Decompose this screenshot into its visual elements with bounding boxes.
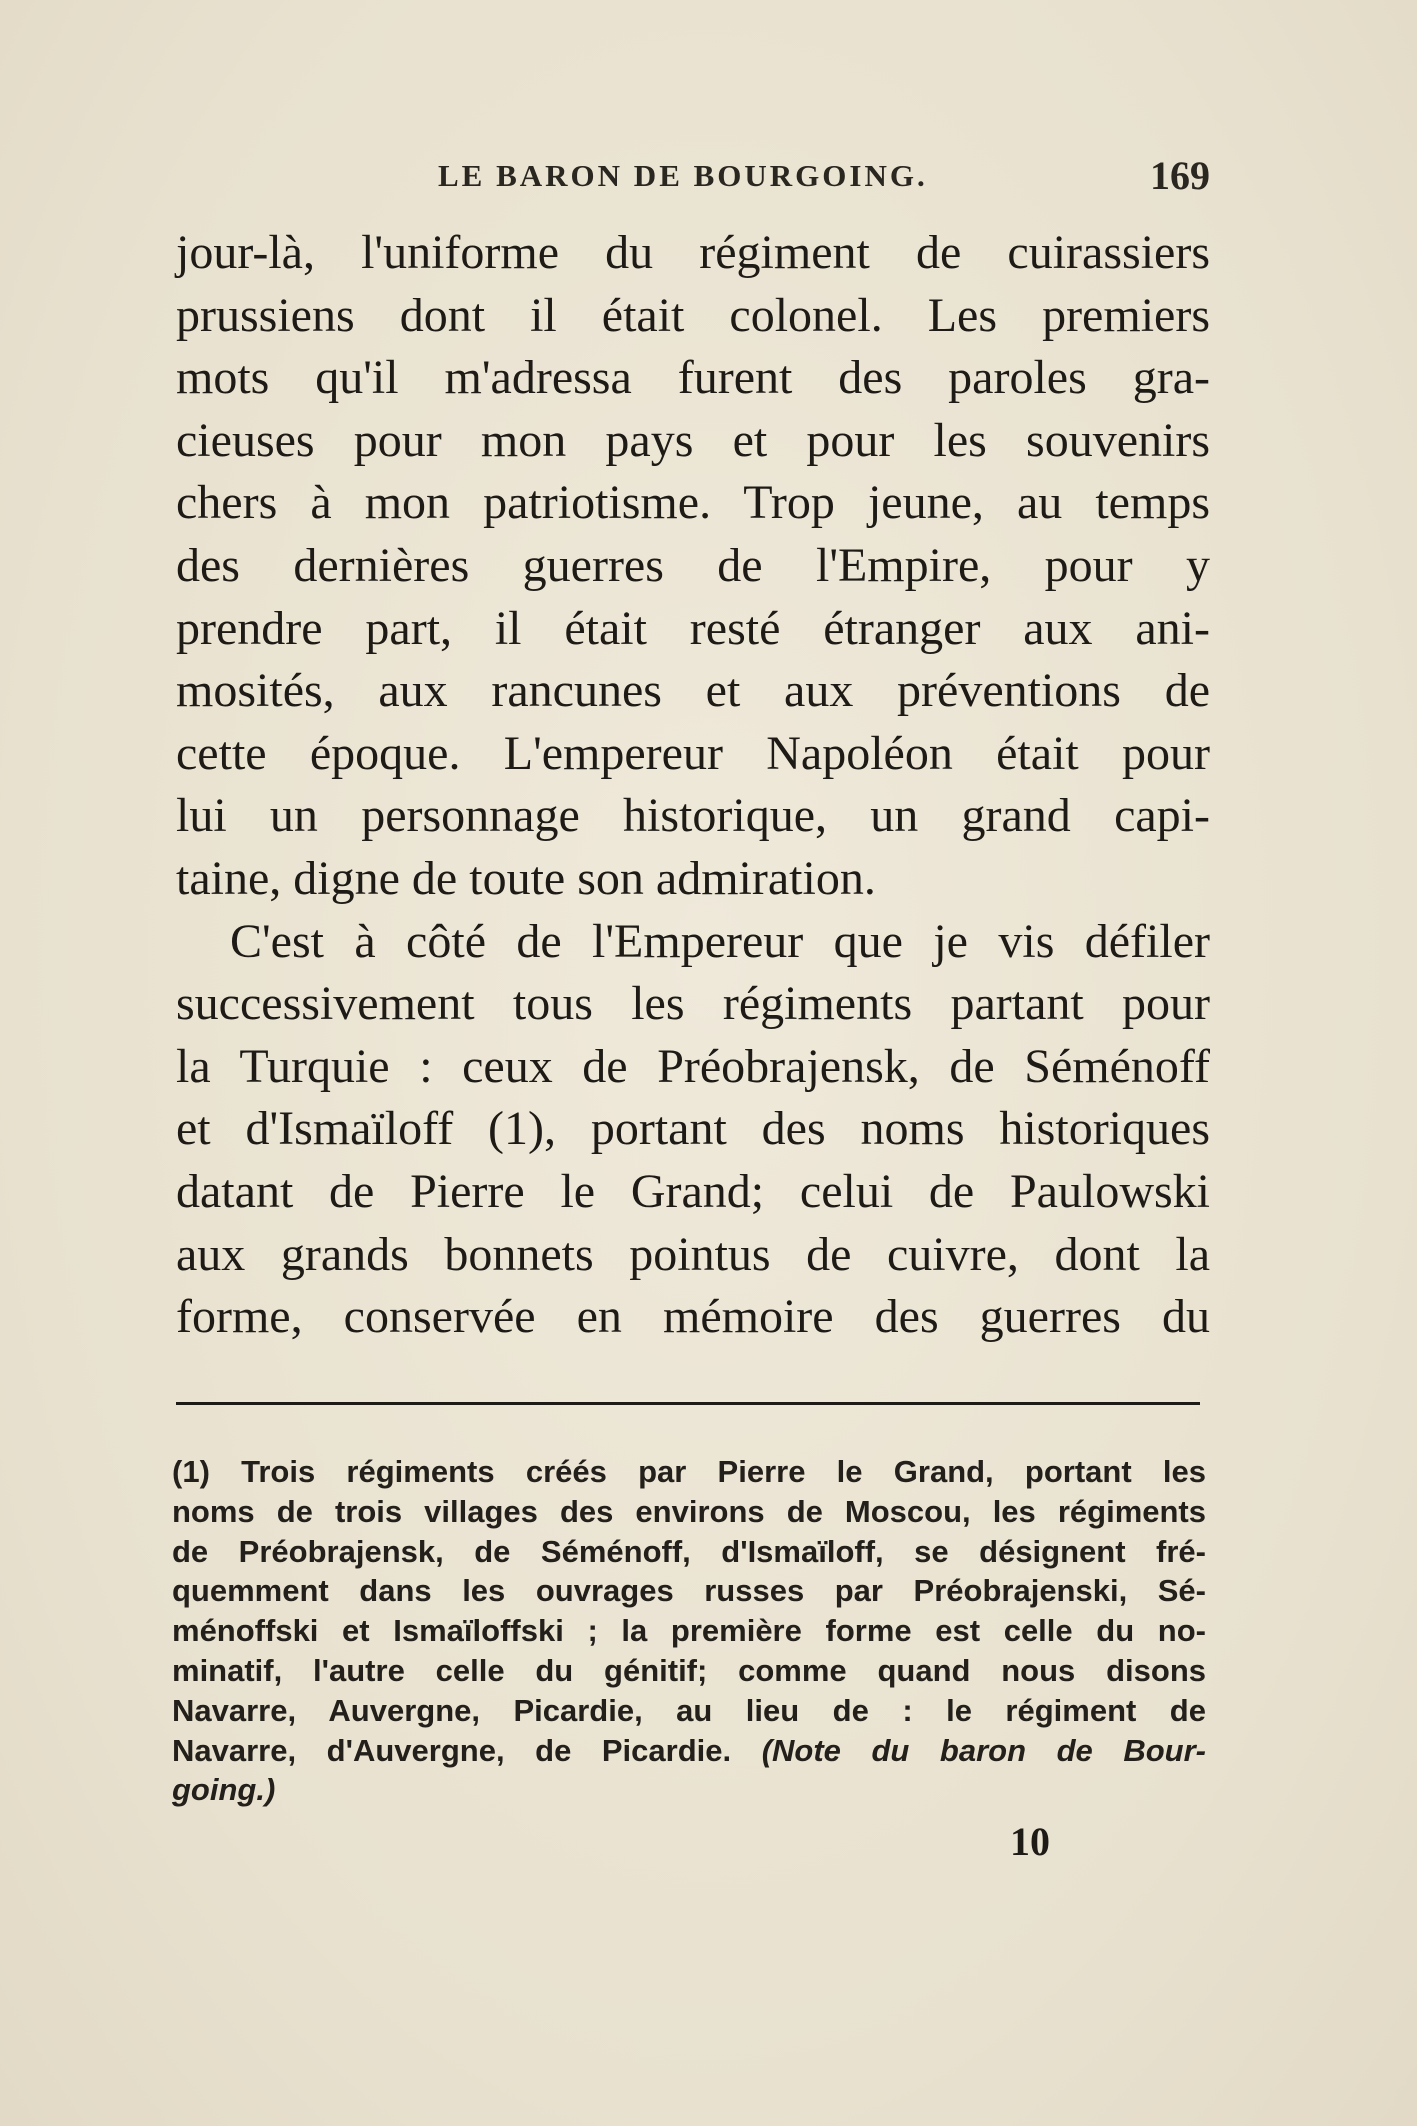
body-text <box>176 222 1210 1349</box>
body-line: des dernières guerres de l'Empire, pour y <box>176 538 1210 592</box>
body-line: jour-là, l'uniforme du régiment de cuirassiers <box>176 226 1210 279</box>
footnote-line: quemment dans les ouvrages russes par Préobrajenski, Sé- <box>172 1573 1206 1609</box>
paragraph-start-line: C'est à côté de l'Empereur que je vis défiler <box>230 914 1210 968</box>
body-line: lui un personnage historique, un grand capi- <box>176 789 1210 843</box>
page-header <box>176 152 1210 202</box>
footnote <box>172 1452 1206 1810</box>
body-line: la Turquie : ceux de Préobrajensk, de Séménoff <box>176 1039 1210 1093</box>
footnote-attribution: (Note du baron de Bour- <box>761 1732 1206 1768</box>
body-line: datant de Pierre le Grand; celui de Paulowski <box>176 1164 1210 1218</box>
footnote-line: (1) Trois régiments créés par Pierre le Grand, portant les <box>172 1454 1206 1489</box>
body-line: forme, conservée en mémoire des guerres du <box>176 1290 1210 1344</box>
footnote-line: minatif, l'autre celle du génitif; comme quand nous disons <box>172 1652 1206 1688</box>
running-title: LE BARON DE BOURGOING. <box>438 158 928 193</box>
body-line: chers à mon patriotisme. Trop jeune, au temps <box>176 476 1210 530</box>
footnote-line: de Préobrajensk, de Séménoff, d'Ismaïloff, se désignent fré- <box>172 1533 1206 1569</box>
footnote-line: noms de trois villages des environs de Moscou, les régiments <box>172 1493 1206 1529</box>
body-line: aux grands bonnets pointus de cuivre, dont la <box>176 1227 1210 1281</box>
body-line: et d'Ismaïloff (1), portant des noms historiques <box>176 1102 1210 1156</box>
body-line: mots qu'il m'adressa furent des paroles gra- <box>176 351 1210 405</box>
body-line: cette époque. L'empereur Napoléon était pour <box>176 726 1210 780</box>
body-line: prussiens dont il était colonel. Les premiers <box>176 288 1210 342</box>
body-line: cieuses pour mon pays et pour les souvenirs <box>176 413 1210 467</box>
page-number: 169 <box>1150 153 1210 198</box>
footnote-separator-rule <box>176 1402 1200 1405</box>
footnote-attribution-end: going.) <box>172 1772 276 1808</box>
footnote-line: ménoffski et Ismaïloffski ; la première forme est celle du no- <box>172 1613 1206 1649</box>
body-line: mosités, aux rancunes et aux préventions de <box>176 664 1210 718</box>
paragraph-end-line: taine, digne de toute son admiration. <box>176 851 876 905</box>
footnote-line-with-note <box>172 1731 1206 1771</box>
body-line: successivement tous les régiments partant pour <box>176 977 1210 1031</box>
signature-mark: 10 <box>1010 1819 1050 1864</box>
footnote-line: Navarre, Auvergne, Picardie, au lieu de : le régiment de <box>172 1692 1206 1728</box>
footnote-line-text: Navarre, d'Auvergne, de Picardie. <box>172 1732 732 1768</box>
body-line: prendre part, il était resté étranger aux ani- <box>176 601 1210 655</box>
